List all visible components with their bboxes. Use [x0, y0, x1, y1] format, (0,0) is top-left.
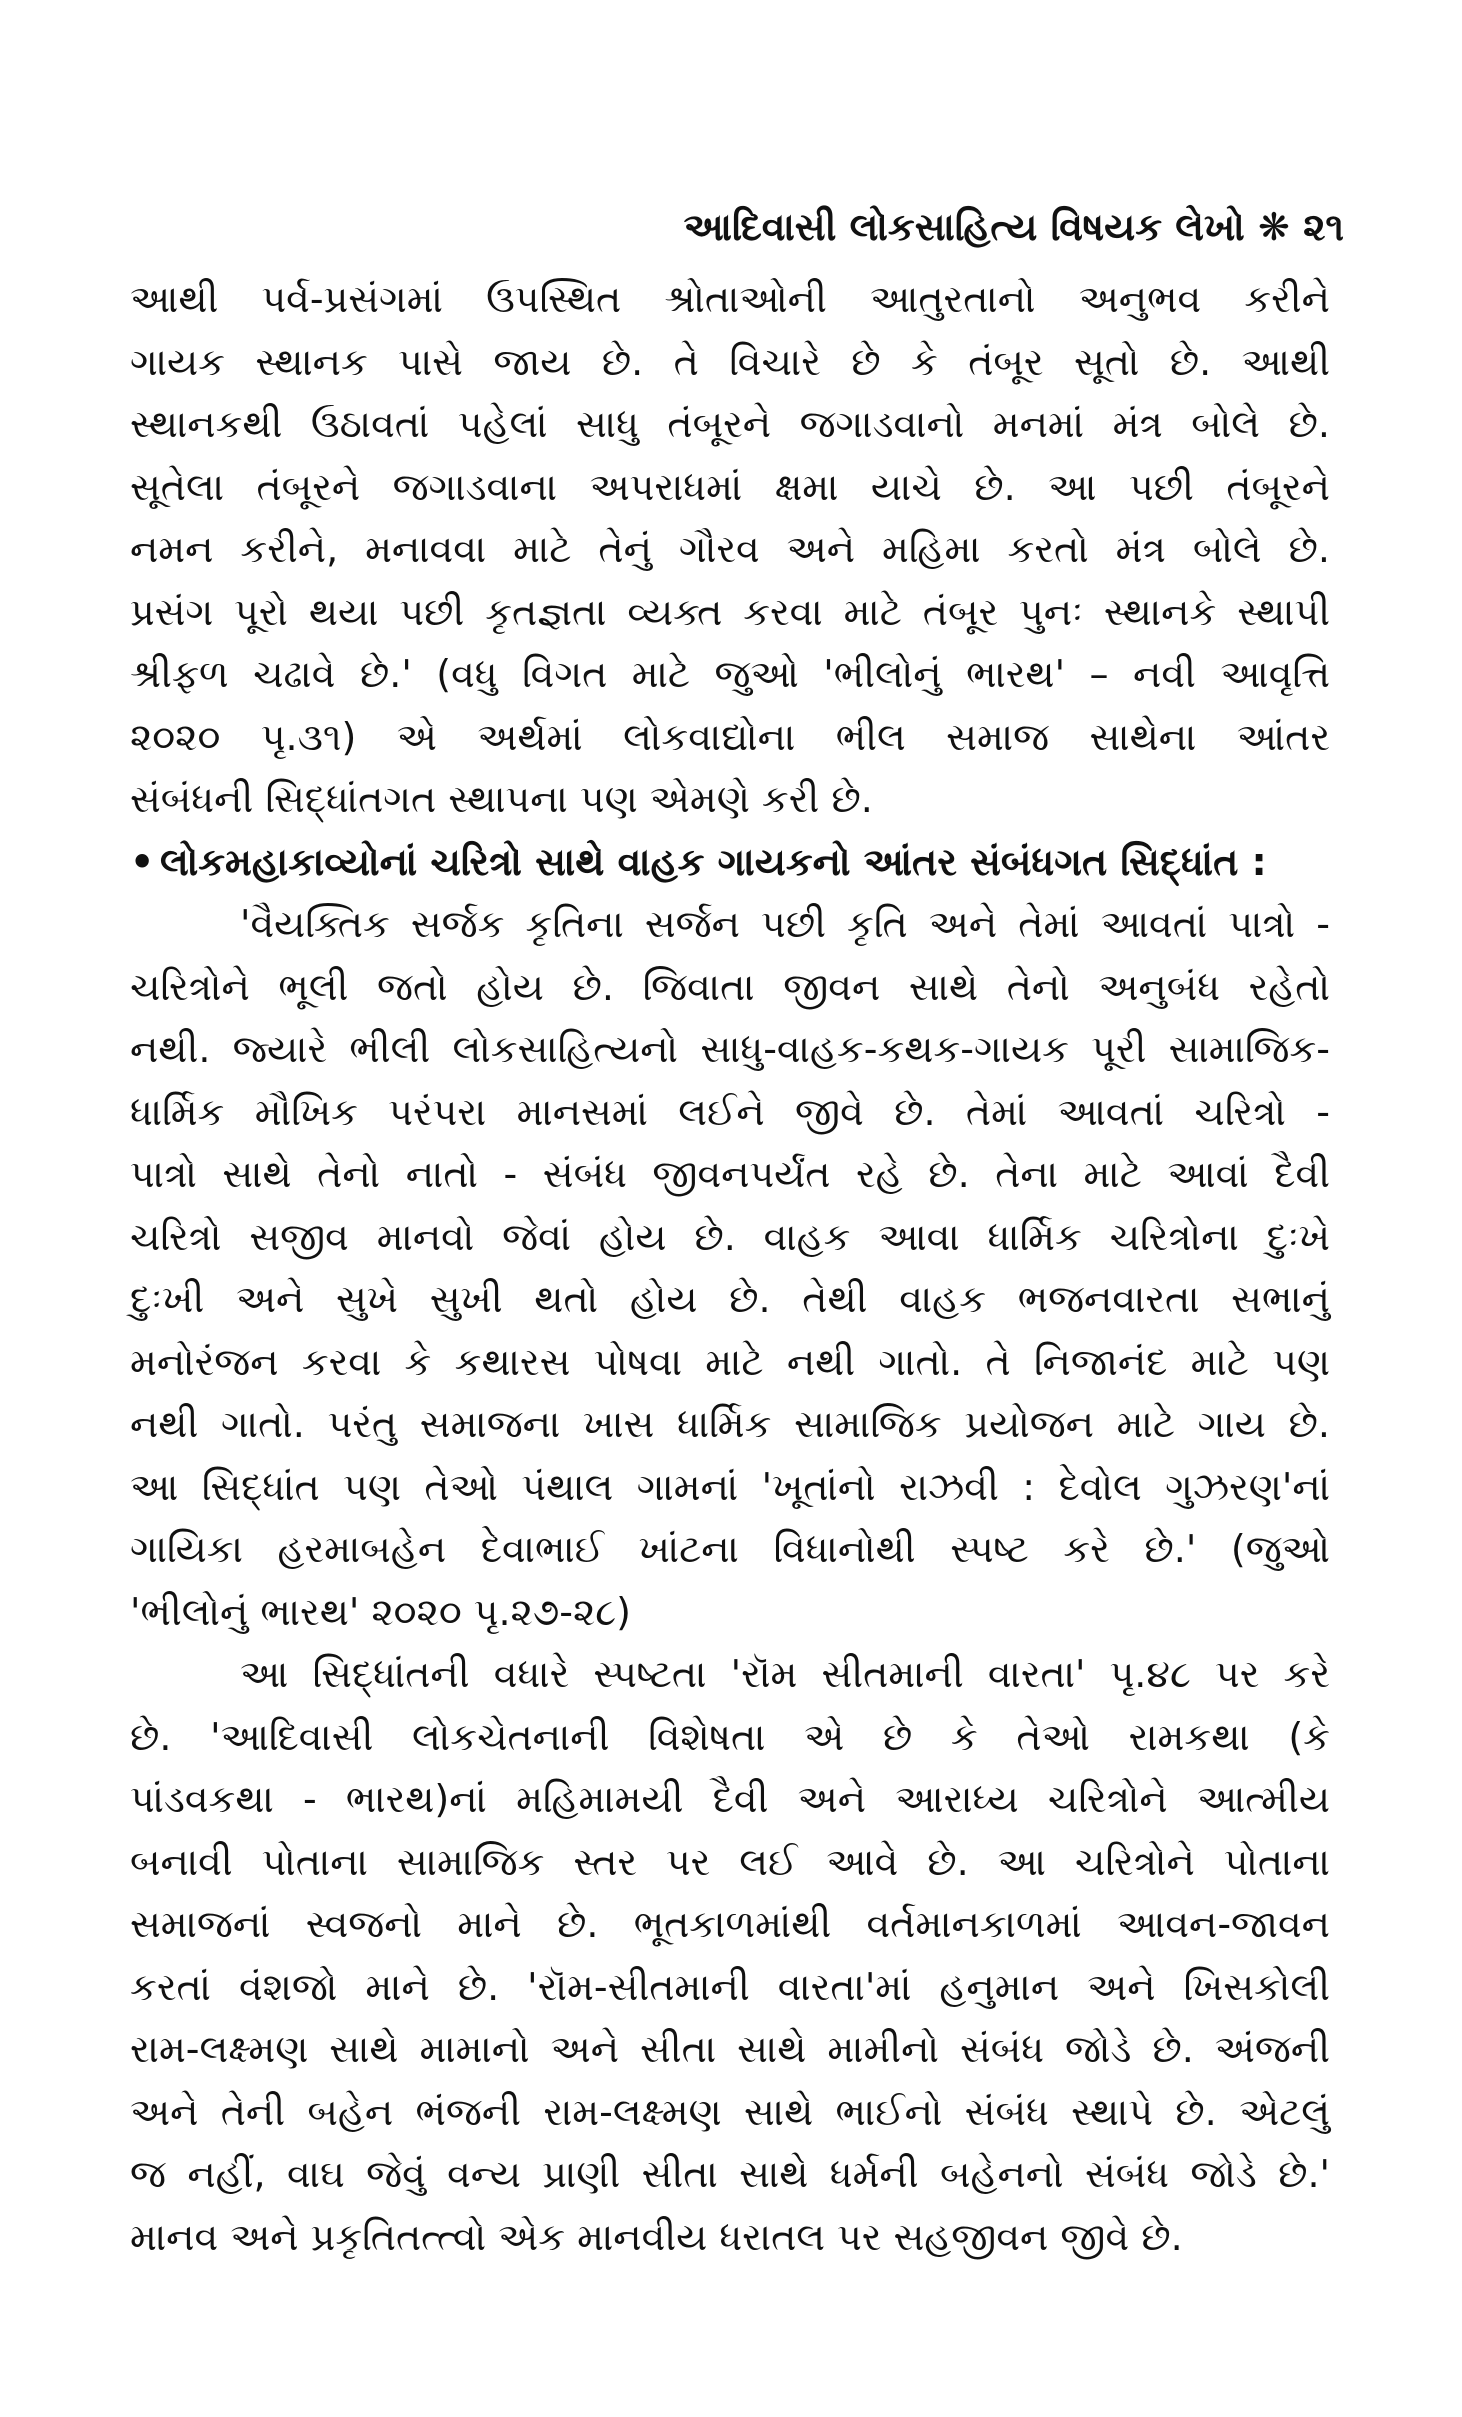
text-line: આ સિદ્ધાંતની વધારે સ્પષ્ટતા 'રૉમ સીતમાની વારતા' પૃ.૪૮ પર કરે	[240, 1652, 1330, 1696]
text-line: ધાર્મિક મૌખિક પરંપરા માનસમાં લઈને જીવે છે. તેમાં આવતાં ચરિત્રો -	[130, 1089, 1330, 1134]
text-line: મનોરંજન કરવા કે કથારસ પોષવા માટે નથી ગાતો. તે નિજાનંદ માટે પણ	[130, 1339, 1330, 1384]
text-line: સ્થાનકથી ઉઠાવતાં પહેલાં સાધુ તંબૂરને જગાડવાનો મનમાં મંત્ર બોલે છે.	[130, 402, 1330, 446]
text-line: નમન કરીને, મનાવવા માટે તેનું ગૌરવ અને મહિમા કરતો મંત્ર બોલે છે.	[130, 527, 1330, 571]
bullet-icon: •	[130, 839, 155, 884]
text-line: પાત્રો સાથે તેનો નાતો - સંબંધ જીવનપર્યંત રહે છે. તેના માટે આવાં દૈવી	[130, 1152, 1330, 1196]
text-line: સમાજનાં સ્વજનો માને છે. ભૂતકાળમાંથી વર્તમાનકાળમાં આવન-જાવન	[130, 1902, 1330, 1946]
text-line: રામ-લક્ષ્મણ સાથે મામાનો અને સીતા સાથે મામીનો સંબંધ જોડે છે. અંજની	[130, 2027, 1330, 2071]
text-line: ૨૦૨૦ પૃ.૩૧) એ અર્થમાં લોકવાદ્યોના ભીલ સમાજ સાથેના આંતર	[130, 714, 1330, 759]
text-line: શ્રીફળ ચઢાવે છે.' (વધુ વિગત માટે જુઓ 'ભીલોનું ભારથ' – નવી આવૃત્તિ	[130, 652, 1330, 696]
text-line: છે. 'આદિવાસી લોકચેતનાની વિશેષતા એ છે કે તેઓ રામકથા (કે	[130, 1714, 1330, 1759]
text-line: નથી. જ્યારે ભીલી લોકસાહિત્યનો સાધુ-વાહક-કથક-ગાયક પૂરી સામાજિક-	[130, 1027, 1330, 1071]
text-line: ચરિત્રોને ભૂલી જતો હોય છે. જિવાતા જીવન સાથે તેનો અનુબંધ રહેતો	[130, 964, 1330, 1009]
section-heading-text: લોકમહાકાવ્યોનાં ચરિત્રો સાથે વાહક ગાયકનો આંતર સંબંધગત સિદ્ધાંત :	[160, 839, 1267, 884]
text-line: જ નહીં, વાઘ જેવું વન્ય પ્રાણી સીતા સાથે ધર્મની બહેનનો સંબંધ જોડે છે.'	[130, 2152, 1330, 2196]
text-line: સંબંધની સિદ્ધાંતગત સ્થાપના પણ એમણે કરી છે.	[130, 777, 873, 821]
text-line: આ સિદ્ધાંત પણ તેઓ પંથાલ ગામનાં 'ખૂતાંનો રાઝવી : દેવોલ ગુઝરણ'નાં	[130, 1464, 1330, 1509]
text-line: અને તેની બહેન ભંજની રામ-લક્ષ્મણ સાથે ભાઈનો સંબંધ સ્થાપે છે. એટલું	[130, 2089, 1330, 2134]
text-line: દુઃખી અને સુખે સુખી થતો હોય છે. તેથી વાહક ભજનવારતા સભાનું	[130, 1277, 1330, 1321]
section-heading	[130, 831, 1330, 894]
text-line: માનવ અને પ્રકૃતિતત્ત્વો એક માનવીય ધરાતલ પર સહજીવન જીવે છે.	[130, 2214, 1183, 2259]
text-line: કરતાં વંશજો માને છે. 'રૉમ-સીતમાની વારતા'માં હનુમાન અને ખિસકોલી	[130, 1964, 1330, 2009]
text-line: આથી પર્વ-પ્રસંગમાં ઉપસ્થિત શ્રોતાઓની આતુરતાનો અનુભવ કરીને	[130, 277, 1330, 321]
text-line: પ્રસંગ પૂરો થયા પછી કૃતજ્ઞતા વ્યક્ત કરવા માટે તંબૂર પુનઃ સ્થાનકે સ્થાપી	[130, 589, 1330, 634]
text-line: 'ભીલોનું ભારથ' ૨૦૨૦ પૃ.૨૭-૨૮)	[130, 1589, 632, 1634]
running-header: આદિવાસી લોકસાહિત્ય વિષયક લેખો ❋ ૨૧	[683, 205, 1344, 249]
text-line: બનાવી પોતાના સામાજિક સ્તર પર લઈ આવે છે. આ ચરિત્રોને પોતાના	[130, 1839, 1330, 1884]
text-line: સૂતેલા તંબૂરને જગાડવાના અપરાધમાં ક્ષમા યાચે છે. આ પછી તંબૂરને	[130, 464, 1330, 509]
text-line: નથી ગાતો. પરંતુ સમાજના ખાસ ધાર્મિક સામાજિક પ્રયોજન માટે ગાય છે.	[130, 1402, 1330, 1446]
text-line: પાંડવકથા - ભારથ)નાં મહિમામયી દૈવી અને આરાધ્ય ચરિત્રોને આત્મીય	[130, 1777, 1330, 1821]
text-line: ગાયિકા હરમાબહેન દેવાભાઈ ખાંટના વિધાનોથી સ્પષ્ટ કરે છે.' (જુઓ	[130, 1527, 1330, 1571]
text-line: 'વૈયક્તિક સર્જક કૃતિના સર્જન પછી કૃતિ અને તેમાં આવતાં પાત્રો -	[240, 902, 1330, 946]
text-line: ચરિત્રો સજીવ માનવો જેવાં હોય છે. વાહક આવા ધાર્મિક ચરિત્રોના દુઃખે	[130, 1214, 1330, 1259]
text-line: ગાયક સ્થાનક પાસે જાય છે. તે વિચારે છે કે તંબૂર સૂતો છે. આથી	[130, 339, 1330, 384]
body-text	[130, 268, 1330, 2268]
